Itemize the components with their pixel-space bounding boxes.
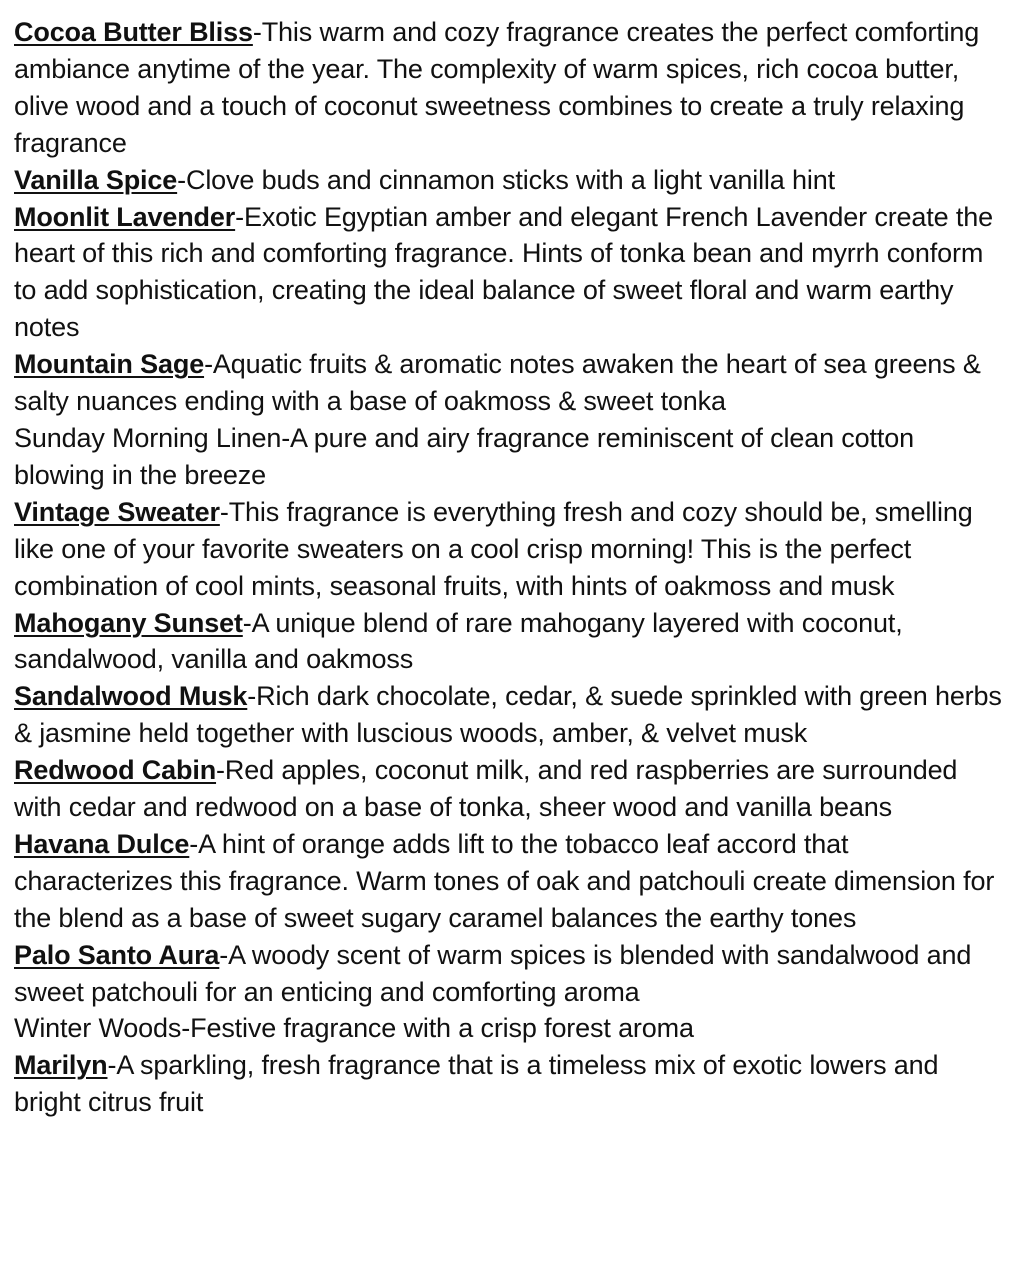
fragrance-link-vanilla-spice[interactable]: Vanilla Spice bbox=[14, 164, 178, 195]
fragrance-link-palo-santo-aura[interactable]: Palo Santo Aura bbox=[14, 939, 220, 970]
separator: - bbox=[219, 496, 229, 527]
separator: - bbox=[216, 755, 225, 786]
list-item-vanilla-spice bbox=[14, 162, 1010, 199]
list-item-vintage-sweater bbox=[14, 494, 1010, 605]
separator: - bbox=[247, 681, 257, 712]
fragrance-list bbox=[14, 14, 1010, 1121]
fragrance-description: A sparkling, fresh fragrance that is a timeless mix of exotic lowers and bright citrus fruit bbox=[14, 1050, 939, 1118]
fragrance-name-winter-woods: Winter Woods bbox=[14, 1013, 182, 1044]
separator: - bbox=[235, 201, 244, 232]
list-item-redwood-cabin bbox=[14, 752, 1010, 826]
fragrance-description: A pure and airy fragrance reminiscent of clean cotton blowing in the breeze bbox=[14, 422, 914, 490]
fragrance-link-redwood-cabin[interactable]: Redwood Cabin bbox=[14, 755, 217, 786]
separator: - bbox=[177, 164, 186, 195]
list-item-sunday-morning-linen bbox=[14, 420, 1010, 494]
fragrance-description: A hint of orange adds lift to the tobacco leaf accord that characterizes this fragrance. Warm tones of oak and patchouli create dimension for the blend as a base of sweet sugary caramel balances the earthy tones bbox=[14, 828, 995, 933]
fragrance-description: Clove buds and cinnamon sticks with a light vanilla hint bbox=[185, 164, 835, 195]
fragrance-description: Aquatic fruits & aromatic notes awaken the heart of sea greens & salty nuances ending with a base of oakmoss & sweet tonka bbox=[14, 349, 981, 417]
fragrance-description: Exotic Egyptian amber and elegant French Lavender create the heart of this rich and comforting fragrance. Hints of tonka bean and myrrh conform to add sophistication, creating the ideal balance of sweet floral and warm earthy notes bbox=[14, 201, 993, 343]
fragrance-description: A woody scent of warm spices is blended with sandalwood and sweet patchouli for an enticing and comforting aroma bbox=[14, 939, 972, 1007]
fragrance-description: Red apples, coconut milk, and red raspberries are surrounded with cedar and redwood on a base of tonka, sheer wood and vanilla beans bbox=[14, 755, 958, 823]
fragrance-link-sandalwood-musk[interactable]: Sandalwood Musk bbox=[14, 681, 248, 712]
fragrance-link-mountain-sage[interactable]: Mountain Sage bbox=[14, 349, 205, 380]
separator: - bbox=[281, 422, 291, 453]
separator: - bbox=[252, 17, 262, 47]
list-item-winter-woods bbox=[14, 1010, 1010, 1047]
fragrance-name-sunday-morning-linen: Sunday Morning Linen bbox=[14, 422, 282, 453]
separator: - bbox=[219, 939, 229, 970]
separator: - bbox=[189, 828, 199, 859]
fragrance-link-marilyn[interactable]: Marilyn bbox=[14, 1050, 108, 1081]
list-item-mahogany-sunset bbox=[14, 605, 1010, 679]
list-item-cocoa-butter-bliss bbox=[14, 14, 1010, 162]
list-item-sandalwood-musk bbox=[14, 678, 1010, 752]
fragrance-description: Festive fragrance with a crisp forest aroma bbox=[190, 1013, 694, 1044]
list-item-palo-santo-aura bbox=[14, 937, 1010, 1011]
fragrance-description: A unique blend of rare mahogany layered with coconut, sandalwood, vanilla and oakmoss bbox=[14, 607, 903, 675]
fragrance-link-cocoa-butter-bliss[interactable]: Cocoa Butter Bliss bbox=[14, 17, 253, 47]
fragrance-link-moonlit-lavender[interactable]: Moonlit Lavender bbox=[14, 201, 236, 232]
fragrance-link-mahogany-sunset[interactable]: Mahogany Sunset bbox=[14, 607, 243, 638]
fragrance-description: This warm and cozy fragrance creates the perfect comforting ambiance anytime of the year. The complexity of warm spices, rich cocoa butter, olive wood and a touch of coconut sweetness combines to create a truly relaxing fragrance bbox=[14, 17, 980, 158]
list-item-mountain-sage bbox=[14, 346, 1010, 420]
separator: - bbox=[242, 607, 252, 638]
fragrance-link-vintage-sweater[interactable]: Vintage Sweater bbox=[14, 496, 220, 527]
fragrance-description: Rich dark chocolate, cedar, & suede sprinkled with green herbs & jasmine held together with luscious woods, amber, & velvet musk bbox=[14, 681, 1002, 749]
separator: - bbox=[204, 349, 213, 380]
separator: - bbox=[107, 1050, 117, 1081]
list-item-havana-dulce bbox=[14, 826, 1010, 937]
fragrance-description: This fragrance is everything fresh and cozy should be, smelling like one of your favorite sweaters on a cool crisp morning! This is the perfect combination of cool mints, seasonal fruits, with hints of oakmoss and musk bbox=[14, 496, 973, 601]
separator: - bbox=[181, 1013, 191, 1044]
fragrance-link-havana-dulce[interactable]: Havana Dulce bbox=[14, 828, 190, 859]
list-item-marilyn bbox=[14, 1047, 1010, 1121]
list-item-moonlit-lavender bbox=[14, 199, 1010, 347]
